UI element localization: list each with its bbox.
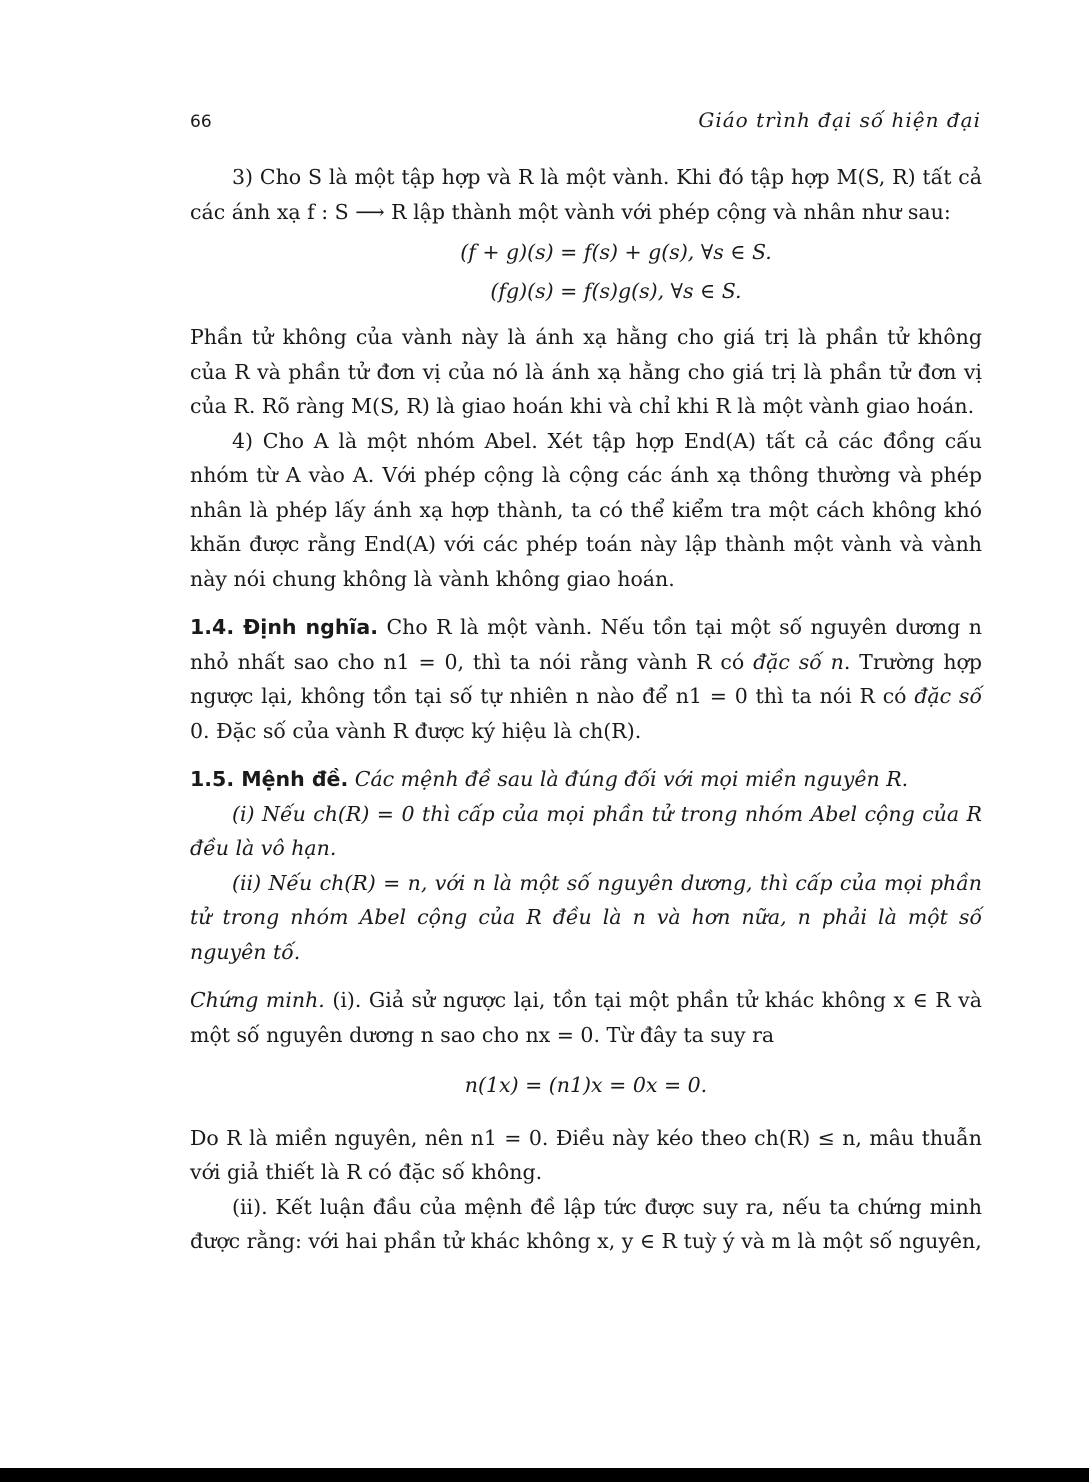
- scan-bottom-edge: [0, 1468, 1089, 1482]
- proposition-heading: 1.5. Mệnh đề.: [190, 767, 349, 791]
- proof-paragraph-1: [190, 983, 982, 1052]
- equation-product: (fg)(s) = f(s)g(s), ∀s ∈ S.: [490, 278, 742, 303]
- equation-sum: (f + g)(s) = f(s) + g(s), ∀s ∈ S.: [460, 240, 772, 264]
- definition-text-1: Cho R là một vành. Nếu tồn tại một số nguyên dương n nhỏ nhất sao cho n1 = 0, thì ta nói rằng vành R có: [190, 615, 982, 674]
- example-3-intro: 3) Cho S là một tập hợp và R là một vành. Khi đó tập hợp M(S, R) tất cả các ánh xạ f : S ⟶ R lập thành một vành với phép cộng và nhân như sau:: [190, 165, 982, 224]
- example-3-paragraph: Phần tử không của vành này là ánh xạ hằng cho giá trị là phần tử không của R và phần tử đơn vị của nó là ánh xạ hằng cho giá trị là phần tử đơn vị của R. Rõ ràng M(S, R) là giao hoán khi và chỉ khi R là một vành giao hoán.: [190, 325, 982, 418]
- proof-label: Chứng minh.: [190, 988, 325, 1012]
- body-text: [190, 160, 982, 1259]
- proof-equation: n(1x) = (n1)x = 0x = 0.: [464, 1073, 708, 1097]
- definition-heading: 1.4. Định nghĩa.: [190, 615, 379, 639]
- page-header: [190, 108, 981, 138]
- proposition-item-1: (i) Nếu ch(R) = 0 thì cấp của mọi phần tử trong nhóm Abel cộng của R đều là vô hạn.: [190, 801, 982, 860]
- proposition-intro: Các mệnh đề sau là đúng đối với mọi miền nguyên R.: [354, 767, 909, 791]
- definition-text-3: 0. Đặc số của vành R được ký hiệu là ch(R).: [190, 718, 642, 743]
- definition-1-4: [190, 610, 982, 748]
- proof-text-1: (i). Giả sử ngược lại, tồn tại một phần tử khác không x ∈ R và một số nguyên dương n sao cho nx = 0. Từ đây ta suy ra: [190, 988, 982, 1047]
- example-4-paragraph: 4) Cho A là một nhóm Abel. Xét tập hợp End(A) tất cả các đồng cấu nhóm từ A vào A. Với phép cộng là cộng các ánh xạ thông thường và phép nhân là phép lấy ánh xạ hợp thành, ta có thể kiểm tra một cách không khó khăn được rằng End(A) với các phép toán này lập thành một vành và vành này nói chung không là vành không giao hoán.: [190, 428, 982, 591]
- proposition-1-5: [190, 762, 982, 797]
- definition-text-2: . Trường hợp ngược lại, không tồn tại số tự nhiên n nào để n1 = 0 thì ta nói R có: [190, 649, 983, 708]
- definition-term-2: đặc số: [914, 684, 982, 708]
- running-title: Giáo trình đại số hiện đại: [698, 108, 981, 132]
- proof-paragraph-3: (ii). Kết luận đầu của mệnh đề lập tức được suy ra, nếu ta chứng minh được rằng: với hai phần tử khác không x, y ∈ R tuỳ ý và m là một số nguyên,: [190, 1194, 982, 1253]
- proof-paragraph-2: Do R là miền nguyên, nên n1 = 0. Điều này kéo theo ch(R) ≤ n, mâu thuẫn với giả thiết là R có đặc số không.: [190, 1125, 982, 1184]
- definition-term-1: đặc số n: [753, 649, 844, 674]
- proposition-item-2: (ii) Nếu ch(R) = n, với n là một số nguyên dương, thì cấp của mọi phần tử trong nhóm Abel cộng của R đều là n và hơn nữa, n phải là một số nguyên tố.: [190, 870, 982, 964]
- page-number: 66: [190, 112, 212, 132]
